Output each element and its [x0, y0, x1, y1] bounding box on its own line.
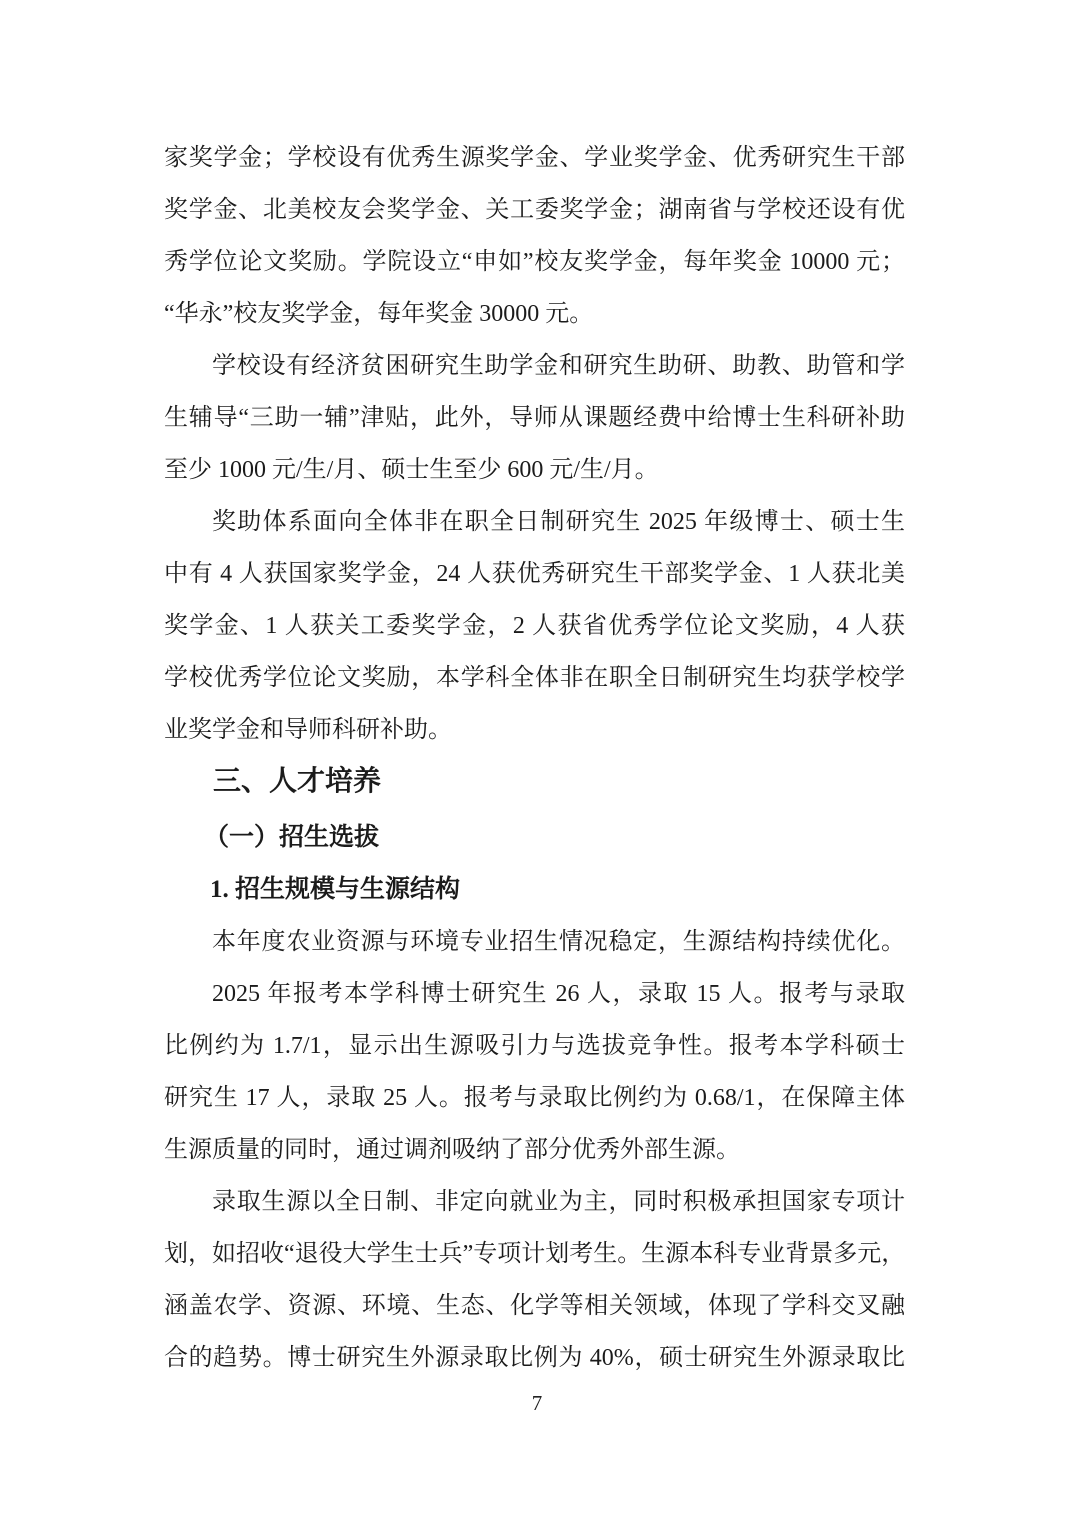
text-line: 合的趋势。博士研究生外源录取比例为 40%，硕士研究生外源录取比: [164, 1345, 905, 1371]
text-line: 研究生 17 人，录取 25 人。报考与录取比例约为 0.68/1，在保障主体: [164, 1085, 905, 1111]
text-line: 奖学金、1 人获关工委奖学金，2 人获省优秀学位论文奖励，4 人获: [164, 613, 905, 639]
text-line: 2025 年报考本学科博士研究生 26 人，录取 15 人。报考与录取: [212, 981, 905, 1007]
text-line: 本年度农业资源与环境专业招生情况稳定，生源结构持续优化。: [212, 929, 905, 955]
text-line: 奖助体系面向全体非在职全日制研究生 2025 年级博士、硕士生: [212, 509, 905, 535]
text-line: 奖学金、北美校友会奖学金、关工委奖学金；湖南省与学校还设有优: [164, 197, 905, 223]
heading-section-talent-training: 三、人才培养: [213, 766, 382, 797]
heading-item-enrollment-scale: 1. 招生规模与生源结构: [210, 876, 461, 903]
text-line: 秀学位论文奖励。学院设立“申如”校友奖学金，每年奖金 10000 元；: [164, 249, 905, 275]
paragraph-assistantship: [164, 340, 905, 496]
text-line: 学校优秀学位论文奖励，本学科全体非在职全日制研究生均获学校学: [164, 665, 905, 691]
text-line: 涵盖农学、资源、环境、生态、化学等相关领域，体现了学科交叉融: [164, 1293, 905, 1319]
page-number: 7: [531, 1391, 543, 1415]
text-line: 划，如招收“退役大学生士兵”专项计划考生。生源本科专业背景多元，: [164, 1241, 906, 1267]
text-line: 录取生源以全日制、非定向就业为主，同时积极承担国家专项计: [212, 1189, 905, 1215]
text-line: 家奖学金；学校设有优秀生源奖学金、学业奖学金、优秀研究生干部: [164, 145, 905, 171]
text-line: 生辅导“三助一辅”津贴，此外，导师从课题经费中给博士生科研补助: [164, 405, 905, 431]
text-line: 业奖学金和导师科研补助。: [164, 717, 452, 743]
page-content: [164, 132, 905, 1384]
paragraph-award-statistics: [164, 496, 905, 756]
text-line: 生源质量的同时，通过调剂吸纳了部分优秀外部生源。: [164, 1137, 740, 1163]
paragraph-student-source-structure: [164, 1176, 905, 1384]
paragraph-scholarship-continued: [164, 132, 905, 340]
text-line: 中有 4 人获国家奖学金，24 人获优秀研究生干部奖学金、1 人获北美: [164, 561, 905, 587]
heading-subsection-admission-selection: （一）招生选拔: [204, 824, 380, 851]
paragraph-enrollment-overview: [164, 916, 905, 968]
text-line: “华永”校友奖学金，每年奖金 30000 元。: [164, 301, 594, 327]
text-line: 比例约为 1.7/1，显示出生源吸引力与选拔竞争性。报考本学科硕士: [164, 1033, 905, 1059]
text-line: 学校设有经济贫困研究生助学金和研究生助研、助教、助管和学: [212, 353, 905, 379]
page-footer: [0, 1388, 1074, 1418]
text-line: 至少 1000 元/生/月、硕士生至少 600 元/生/月。: [164, 457, 659, 483]
paragraph-application-ratio: [164, 968, 905, 1176]
